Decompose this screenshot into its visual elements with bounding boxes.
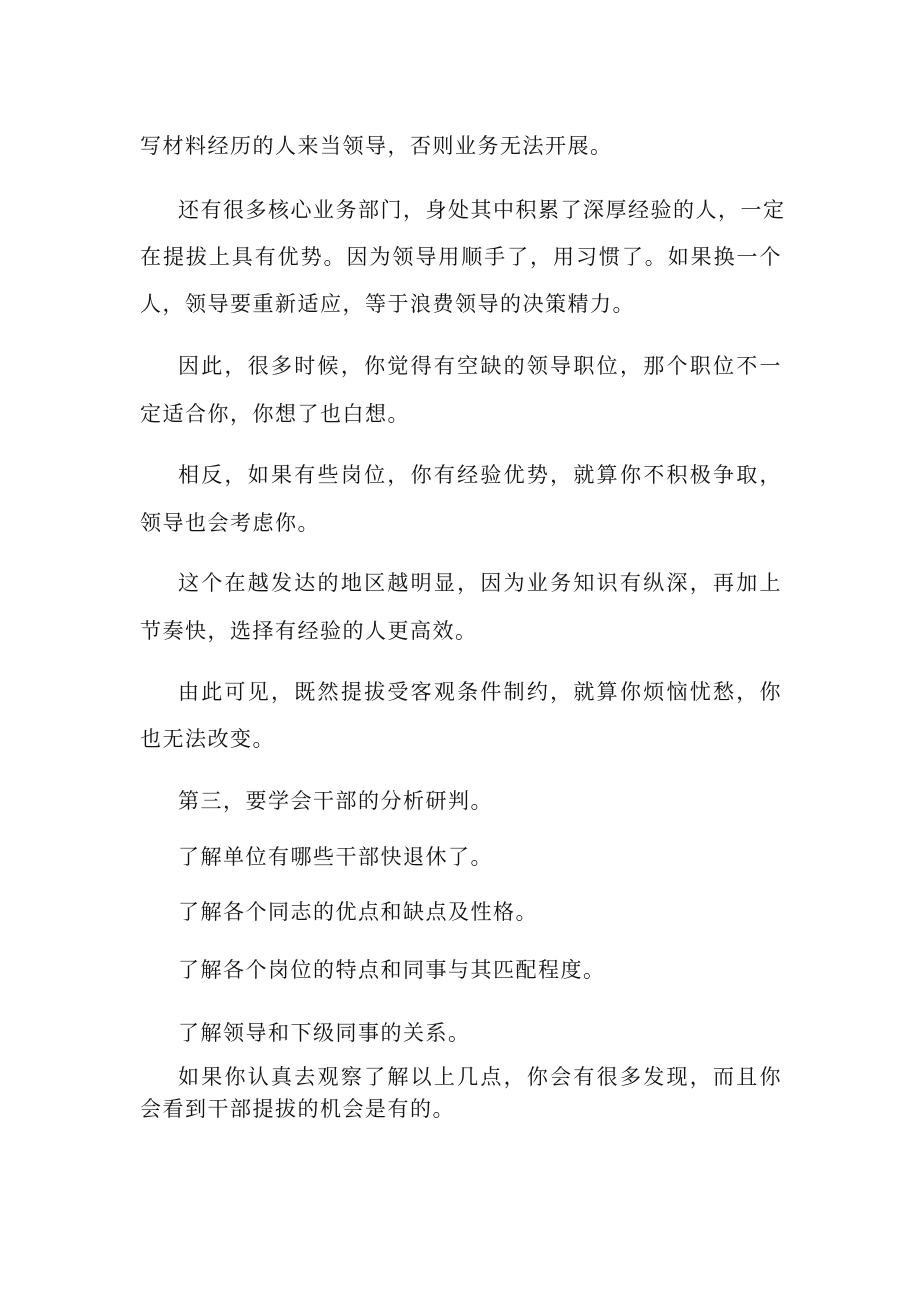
paragraph-line: 因此，很多时候，你觉得有空缺的领导职位，那个职位不一 [178,354,782,378]
paragraph-line: 写材料经历的人来当领导，否则业务无法开展。 [140,134,613,158]
paragraph-line: 在提拔上具有优势。因为领导用顺手了，用习惯了。如果换一个 [140,245,782,269]
section-heading: 第三，要学会干部的分析研判。 [178,789,493,813]
list-item: 了解各个岗位的特点和同事与其匹配程度。 [178,958,606,982]
paragraph-line: 如果你认真去观察了解以上几点，你会有很多发现，而且你 [178,1065,782,1089]
paragraph-line: 会看到干部提拔的机会是有的。 [140,1097,455,1121]
paragraph-line: 定适合你，你想了也白想。 [140,402,410,426]
paragraph-line: 这个在越发达的地区越明显，因为业务知识有纵深，再加上 [178,571,782,595]
paragraph-line: 领导也会考虑你。 [140,511,320,535]
paragraph-line: 相反，如果有些岗位，你有经验优势，就算你不积极争取， [178,463,782,487]
paragraph-line: 节奏快，选择有经验的人更高效。 [140,619,478,643]
list-item: 了解单位有哪些干部快退休了。 [178,845,493,869]
list-item: 了解领导和下级同事的关系。 [178,1021,471,1045]
list-item: 了解各个同志的优点和缺点及性格。 [178,900,538,924]
paragraph-line: 人，领导要重新适应，等于浪费领导的决策精力。 [140,292,635,316]
paragraph-line: 还有很多核心业务部门，身处其中积累了深厚经验的人，一定 [178,198,786,222]
paragraph-line: 由此可见，既然提拔受客观条件制约，就算你烦恼忧愁，你 [178,680,782,704]
paragraph-line: 也无法改变。 [140,727,275,751]
